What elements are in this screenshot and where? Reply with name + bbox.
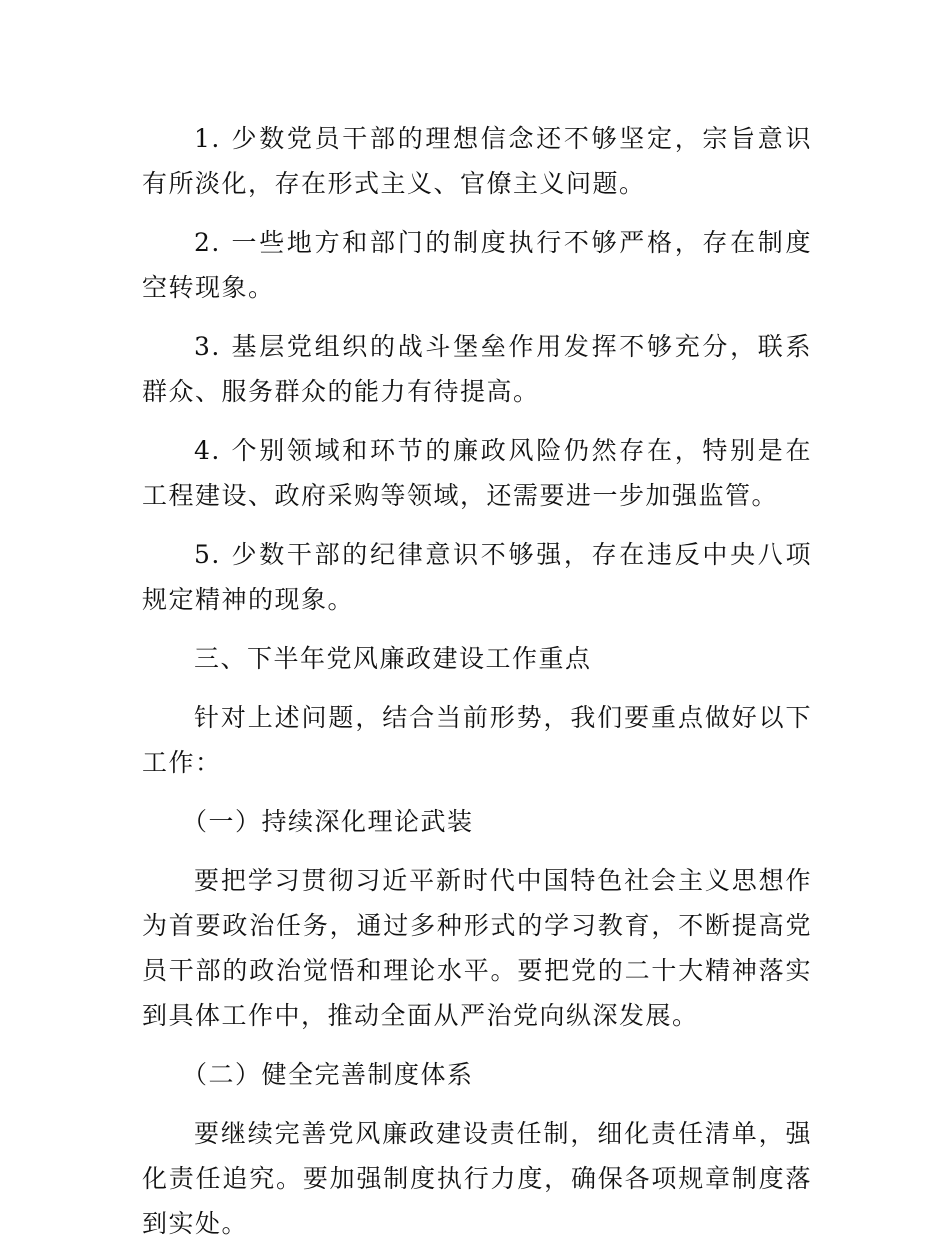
problem-item-1: 1. 少数党员干部的理想信念还不够坚定，宗旨意识有所淡化，存在形式主义、官僚主义问题。 (142, 124, 812, 198)
section-heading: 三、下半年党风廉政建设工作重点 (194, 644, 592, 673)
problem-item-2: 2. 一些地方和部门的制度执行不够严格，存在制度空转现象。 (142, 228, 812, 302)
subsection-heading-1: （一）持续深化理论武装 (182, 807, 474, 836)
section-intro: 针对上述问题，结合当前形势，我们要重点做好以下工作： (142, 703, 812, 777)
problem-item-4: 4. 个别领域和环节的廉政风险仍然存在，特别是在工程建设、政府采购等领域，还需要进一步加强监管。 (142, 436, 812, 510)
problem-item-5: 5. 少数干部的纪律意识不够强，存在违反中央八项规定精神的现象。 (142, 540, 812, 614)
subsection-heading-2: （二）健全完善制度体系 (182, 1060, 474, 1089)
document-body (142, 116, 812, 1260)
problem-item-3: 3. 基层党组织的战斗堡垒作用发挥不够充分，联系群众、服务群众的能力有待提高。 (142, 332, 812, 406)
subsection-body-2: 要继续完善党风廉政建设责任制，细化责任清单，强化责任追究。要加强制度执行力度，确保各项规章制度落到实处。 (142, 1119, 812, 1238)
subsection-body-1: 要把学习贯彻习近平新时代中国特色社会主义思想作为首要政治任务，通过多种形式的学习教育，不断提高党员干部的政治觉悟和理论水平。要把党的二十大精神落实到具体工作中，推动全面从严治党向纵深发展。 (142, 866, 812, 1030)
